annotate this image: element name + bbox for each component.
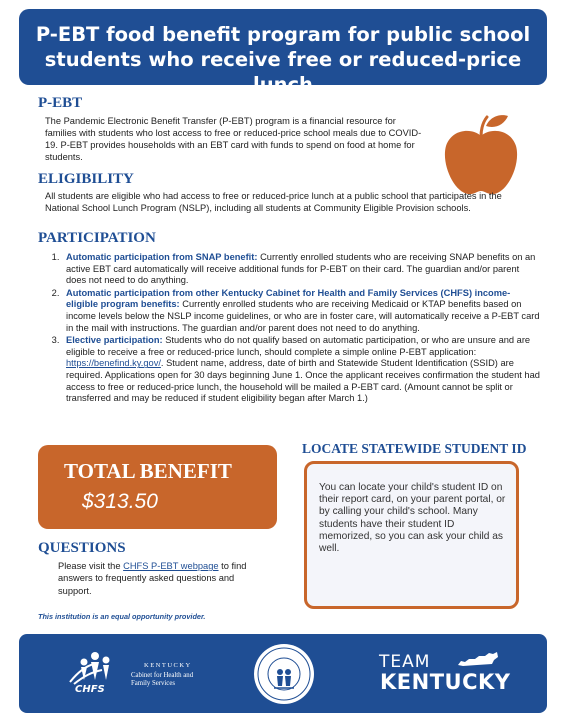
participation-list (42, 252, 540, 406)
list-item-text: Currently enrolled students who are receiving Medicaid or KTAP benefits based on income levels below the NSLP income guidelines, or who are in foster care, will automatically receive a P-EBT card in the mail with instructions. The guardian and/or parent does not need to do anything. (66, 299, 540, 333)
cabinet-line-1: Cabinet for Health and (131, 672, 194, 679)
list-item-text: Currently enrolled students who are receiving SNAP benefits on an active EBT card automatically will receive additional funds for P-EBT on their card. The guardian and/or parent does not need to do anything. (66, 252, 536, 286)
locate-box (304, 461, 519, 609)
list-item-lead: Automatic participation from other Kentucky Cabinet for Health and Family Services (CHFS) income-eligible program benefits: (66, 287, 511, 310)
pebt-heading: P-EBT (38, 95, 83, 111)
pebt-body: The Pandemic Electronic Benefit Transfer (P-EBT) program is a financial resource for families with students who lost access to free or reduced-price school meals due to COVID-19. P-EBT provides households with an EBT card with funds to spend on food at home for students. (45, 116, 422, 162)
eligibility-heading: ELIGIBILITY (38, 171, 134, 187)
kentucky-state-icon (457, 651, 499, 667)
list-item-lead: Automatic participation from SNAP benefit: (66, 252, 258, 262)
questions-text: Please visit the (58, 561, 121, 571)
total-benefit-amount: $313.50 (82, 490, 158, 513)
questions-body (58, 560, 248, 597)
benefind-link[interactable]: https://benefind.ky.gov/ (66, 358, 161, 369)
locate-heading: LOCATE STATEWIDE STUDENT ID (302, 441, 527, 456)
list-item (62, 252, 540, 287)
page-title (19, 9, 547, 96)
participation-heading: PARTICIPATION (38, 230, 156, 246)
chfs-acronym: CHFS (75, 684, 105, 695)
questions-heading: QUESTIONS (38, 540, 126, 556)
kentucky-small-text: KENTUCKY (144, 662, 192, 669)
apple-icon (438, 112, 524, 196)
list-item-text: . Student name, address, date of birth and Statewide Student Identification (SSID) are required. Applications open for 30 days beginning June 1. Once the applicant receives confirmation the student had access to free or reduced-price lunch, the household will be mailed a P-EBT card. (Amount cannot be split or transferred and may be reduced if student eligibility began after March 1.) (66, 358, 540, 404)
cabinet-line-2: Family Services (131, 680, 175, 687)
kentucky-wordmark: KENTUCKY (380, 670, 511, 694)
questions-text: to find answers to frequently asked questions and support. (58, 561, 247, 596)
footer (19, 634, 547, 713)
title-line-1: P-EBT food benefit program for public school (35, 23, 531, 46)
list-item (62, 288, 540, 334)
equal-opportunity-note: This institution is an equal opportunity provider. (38, 612, 206, 621)
list-item (62, 335, 540, 405)
total-benefit-label: TOTAL BENEFIT (64, 459, 232, 483)
locate-body: You can locate your child's student ID on their report card, on your parent portal, or by calling your child's school. Many students have their student ID memorized, so you can ask your child as well. (319, 482, 506, 555)
title-line-2: students who receive free or reduced-price lunch (44, 48, 522, 96)
total-benefit-card (38, 445, 277, 529)
list-item-lead: Elective participation: (66, 335, 163, 346)
chfs-pebt-link[interactable]: CHFS P-EBT webpage (123, 561, 219, 571)
eligibility-body: All students are eligible who had access to free or reduced-price lunch at a public school that participates in the National School Lunch Program (NSLP), including all students at Community Eligible Provision schools. (45, 191, 502, 213)
state-seal-icon (252, 642, 316, 706)
list-item-text: Students who do not qualify based on automatic participation, or who are unsure and are eligible to receive a free or reduced-price lunch, should complete a simple online P-EBT application: (66, 335, 531, 357)
team-text: TEAM (379, 652, 431, 672)
